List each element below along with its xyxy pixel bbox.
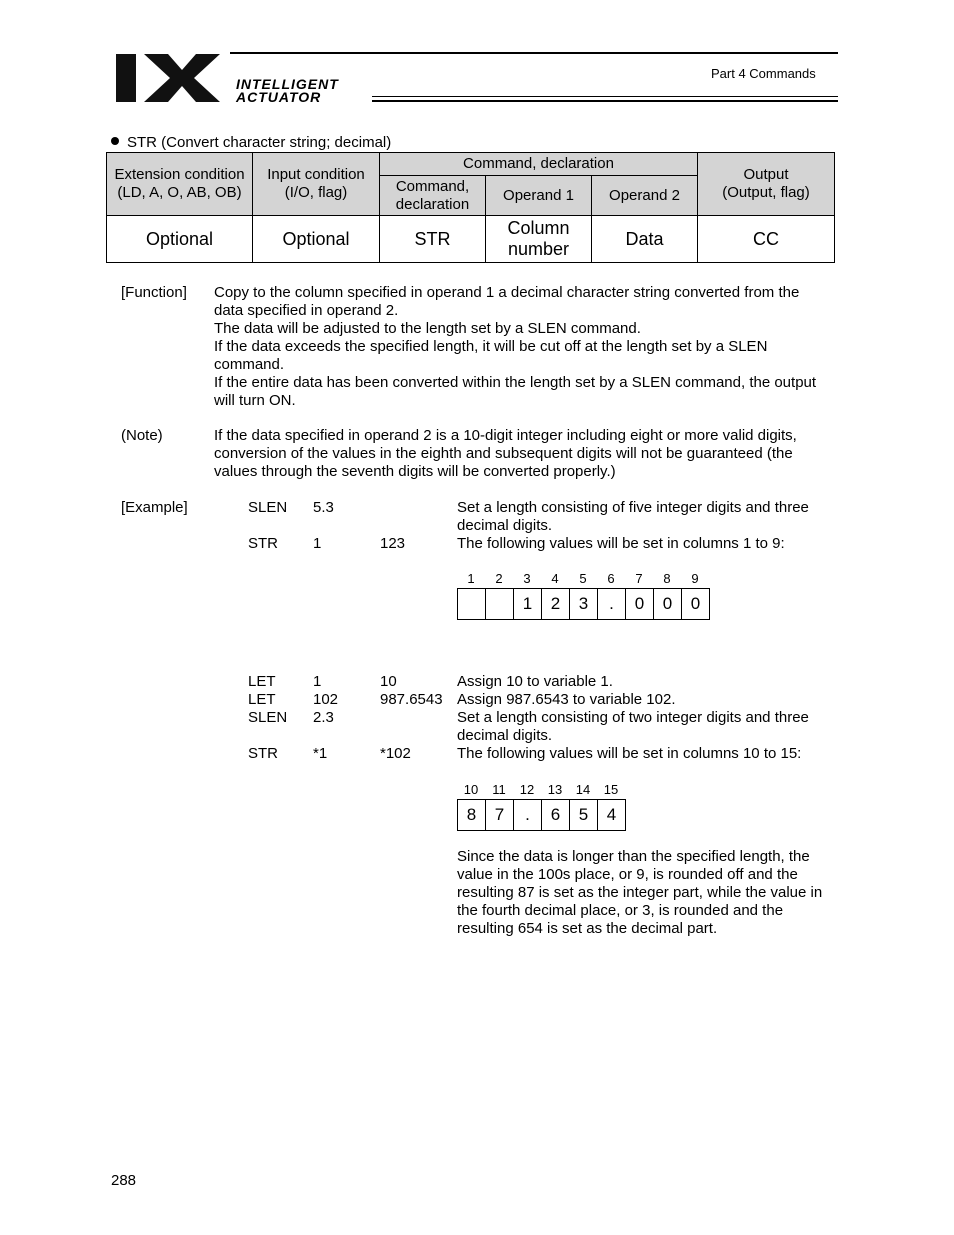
example-op2: 123 <box>380 535 406 552</box>
column-cell: 7 <box>485 799 514 831</box>
column-index: 3 <box>523 571 531 586</box>
header-rule-bottom <box>372 100 838 102</box>
column-index: 12 <box>519 782 535 797</box>
column-index: 11 <box>492 782 506 797</box>
example-label: [Example] <box>121 499 188 516</box>
header-command-declaration: Command, declaration <box>380 153 698 176</box>
column-index: 1 <box>467 571 475 586</box>
column-cell: 3 <box>569 588 598 620</box>
example-desc: Assign 10 to variable 1. <box>457 673 613 690</box>
column-cell: 4 <box>597 799 626 831</box>
column-index: 6 <box>607 571 615 586</box>
header-rule-top <box>230 52 838 54</box>
example-op2: *102 <box>380 745 411 762</box>
column-index: 8 <box>663 571 671 586</box>
example-op1: 1 <box>313 673 322 690</box>
column-index: 13 <box>547 782 563 797</box>
cell-extension-condition: Optional <box>107 216 253 263</box>
column-cell <box>485 588 514 620</box>
example-op1: 2.3 <box>313 709 334 726</box>
column-index: 5 <box>579 571 587 586</box>
example-desc: Assign 987.6543 to variable 102. <box>457 691 676 708</box>
example-op1: *1 <box>313 745 328 762</box>
example-cmd: STR <box>248 535 278 552</box>
example-desc: The following values will be set in columns 10 to 15: <box>457 745 802 762</box>
header-extension-condition: Extension condition (LD, A, O, AB, OB) <box>107 153 253 216</box>
header-input-condition: Input condition (I/O, flag) <box>253 153 380 216</box>
column-cell: 0 <box>625 588 654 620</box>
example-cmd: SLEN <box>248 709 288 726</box>
command-heading <box>111 134 391 151</box>
note-description: If the data specified in operand 2 is a 10-digit integer including eight or more valid digits, conversion of the values in the eighth and subsequent digits will not be guaranteed (the values through the seventh digits will be converted properly.) <box>214 427 797 480</box>
column-index: 4 <box>551 571 559 586</box>
column-cell: 5 <box>569 799 598 831</box>
example-desc: The following values will be set in columns 1 to 9: <box>457 535 785 552</box>
column-cell <box>457 588 486 620</box>
cell-operand1: Column number <box>486 216 592 263</box>
column-index: 9 <box>691 571 699 586</box>
bullet-icon <box>111 137 119 145</box>
column-index: 10 <box>463 782 479 797</box>
cell-output: CC <box>698 216 835 263</box>
brand-name-line2: ACTUATOR <box>236 89 322 105</box>
column-cell: 6 <box>541 799 570 831</box>
subheader-operand2: Operand 2 <box>592 176 698 216</box>
column-cell: . <box>597 588 626 620</box>
page-number: 288 <box>111 1172 137 1189</box>
example-op1: 5.3 <box>313 499 334 516</box>
example-explanation: Since the data is longer than the specified length, the value in the 100s place, or 9, is rounded off and the resulting 87 is set as the integer part, while the value in the fourth decimal place, or 3, is rounded and the resulting 654 is set as the decimal part. <box>457 848 823 937</box>
subheader-operand1: Operand 1 <box>486 176 592 216</box>
column-index: 2 <box>495 571 503 586</box>
example-op1: 1 <box>313 535 322 552</box>
brand-logo <box>116 52 231 102</box>
example-cmd: SLEN <box>248 499 288 516</box>
column-cell: 8 <box>457 799 486 831</box>
example-op2: 10 <box>380 673 397 690</box>
note-label: (Note) <box>121 427 163 444</box>
column-index: 7 <box>635 571 643 586</box>
header-rule-mid <box>372 96 838 97</box>
column-index: 15 <box>603 782 619 797</box>
column-cell: 0 <box>653 588 682 620</box>
example-cmd: LET <box>248 691 276 708</box>
cell-input-condition: Optional <box>253 216 380 263</box>
column-cell: 0 <box>681 588 710 620</box>
cell-command: STR <box>380 216 486 263</box>
example-op2: 987.6543 <box>380 691 443 708</box>
example-op1: 102 <box>313 691 339 708</box>
example-desc: Set a length consisting of five integer digits and three decimal digits. <box>457 499 809 534</box>
command-spec-table <box>106 152 835 263</box>
example-cmd: STR <box>248 745 278 762</box>
section-title: Part 4 Commands <box>711 66 816 81</box>
example-desc: Set a length consisting of two integer digits and three decimal digits. <box>457 709 809 744</box>
subheader-command: Command, declaration <box>380 176 486 216</box>
header-output: Output (Output, flag) <box>698 153 835 216</box>
cell-operand2: Data <box>592 216 698 263</box>
function-label: [Function] <box>121 284 187 301</box>
example-cmd: LET <box>248 673 276 690</box>
function-description: Copy to the column specified in operand 1 a decimal character string converted from the data specified in operand 2. The data will be adjusted to the length set by a SLEN command. If the data exceeds the specified length, it will be cut off at the length set by a SLEN command. If the entire data has been converted within the length set by a SLEN command, the output will turn ON. <box>214 284 817 409</box>
column-index: 14 <box>575 782 591 797</box>
column-cell: . <box>513 799 542 831</box>
ix-logo-icon <box>116 52 231 102</box>
brand-name-line1: INTELLIGENT <box>236 76 339 92</box>
column-cell: 2 <box>541 588 570 620</box>
command-heading-text: STR (Convert character string; decimal) <box>127 134 392 151</box>
column-cell: 1 <box>513 588 542 620</box>
